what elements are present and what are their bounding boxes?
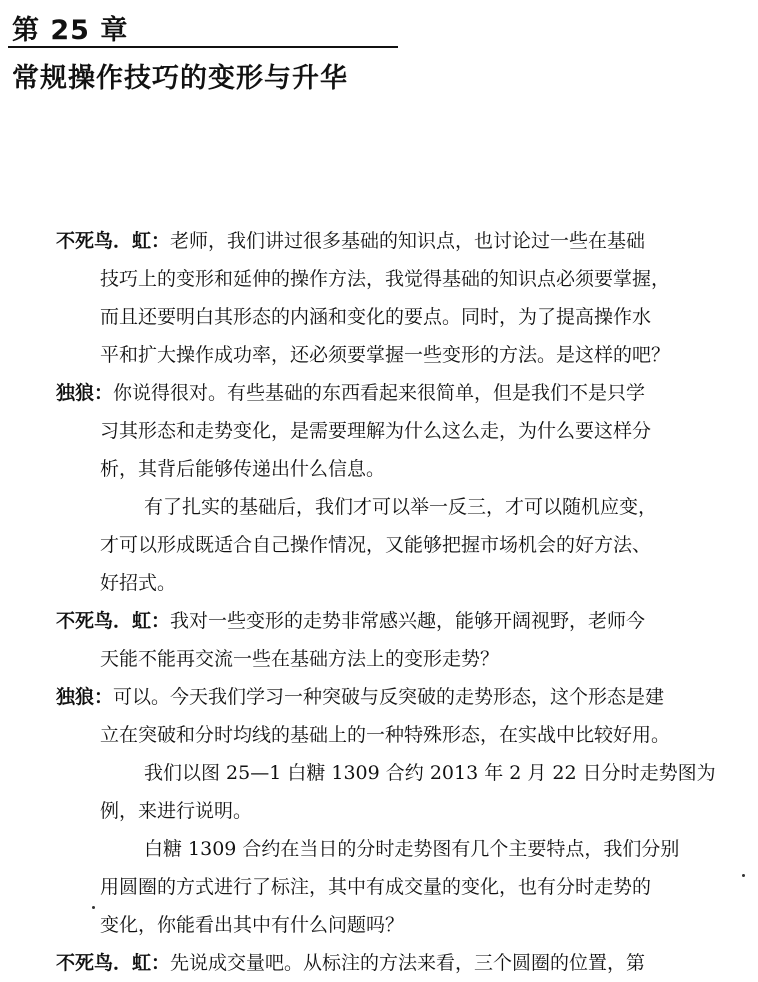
- line-text: 而且还要明白其形态的内涵和变化的要点。同时，为了提高操作水: [100, 306, 652, 328]
- line-text: 析，其背后能够传递出什么信息。: [100, 458, 386, 480]
- dialogue-line: [56, 678, 746, 716]
- line-text: 技巧上的变形和延伸的操作方法，我觉得基础的知识点必须要掌握，: [100, 268, 671, 290]
- line-text: 老师，我们讲过很多基础的知识点，也讨论过一些在基础: [170, 230, 646, 252]
- speaker-name: 不死鸟．虹：: [56, 230, 171, 252]
- scan-speck: [742, 874, 745, 877]
- line-text: 我们以图 25—1 白糖 1309 合约 2013 年 2 月 22 日分时走势图为: [144, 762, 716, 784]
- speaker-name: 不死鸟．虹：: [56, 952, 171, 974]
- dialogue-line: [56, 222, 746, 260]
- line-text: 你说得很对。有些基础的东西看起来很简单，但是我们不是只学: [113, 382, 646, 404]
- dialogue-line: [56, 374, 746, 412]
- line-text: 例，来进行说明。: [100, 800, 253, 822]
- line-text: 白糖 1309 合约在当日的分时走势图有几个主要特点，我们分别: [144, 838, 680, 860]
- chapter-title: 常规操作技巧的变形与升华: [12, 63, 348, 94]
- line-text: 才可以形成既适合自己操作情况，又能够把握市场机会的好方法、: [100, 534, 652, 556]
- scan-speck: [92, 906, 95, 909]
- speaker-name: 独狼：: [56, 686, 114, 708]
- speaker-name: 独狼：: [56, 382, 114, 404]
- line-text: 可以。今天我们学习一种突破与反突破的走势形态，这个形态是建: [113, 686, 665, 708]
- line-text: 先说成交量吧。从标注的方法来看，三个圆圈的位置，第: [170, 952, 646, 974]
- chapter-number: 第 25 章: [12, 15, 129, 46]
- line-text: 习其形态和走势变化，是需要理解为什么这么走，为什么要这样分: [100, 420, 652, 442]
- line-text: 我对一些变形的走势非常感兴趣，能够开阔视野，老师今: [170, 610, 646, 632]
- line-text: 用圆圈的方式进行了标注，其中有成交量的变化，也有分时走势的: [100, 876, 652, 898]
- chapter-rule: [8, 46, 398, 48]
- line-text: 立在突破和分时均线的基础上的一种特殊形态，在实战中比较好用。: [100, 724, 671, 746]
- speaker-name: 不死鸟．虹：: [56, 610, 171, 632]
- line-text: 变化，你能看出其中有什么问题吗？: [100, 914, 405, 936]
- line-text: 平和扩大操作成功率，还必须要掌握一些变形的方法。是这样的吧？: [100, 344, 671, 366]
- line-text: 天能不能再交流一些在基础方法上的变形走势？: [100, 648, 500, 670]
- body-text: [56, 222, 746, 982]
- line-text: 有了扎实的基础后，我们才可以举一反三，才可以随机应变，: [144, 496, 658, 518]
- line-text: 好招式。: [100, 572, 177, 594]
- dialogue-line: [56, 602, 746, 640]
- dialogue-line: [56, 944, 746, 982]
